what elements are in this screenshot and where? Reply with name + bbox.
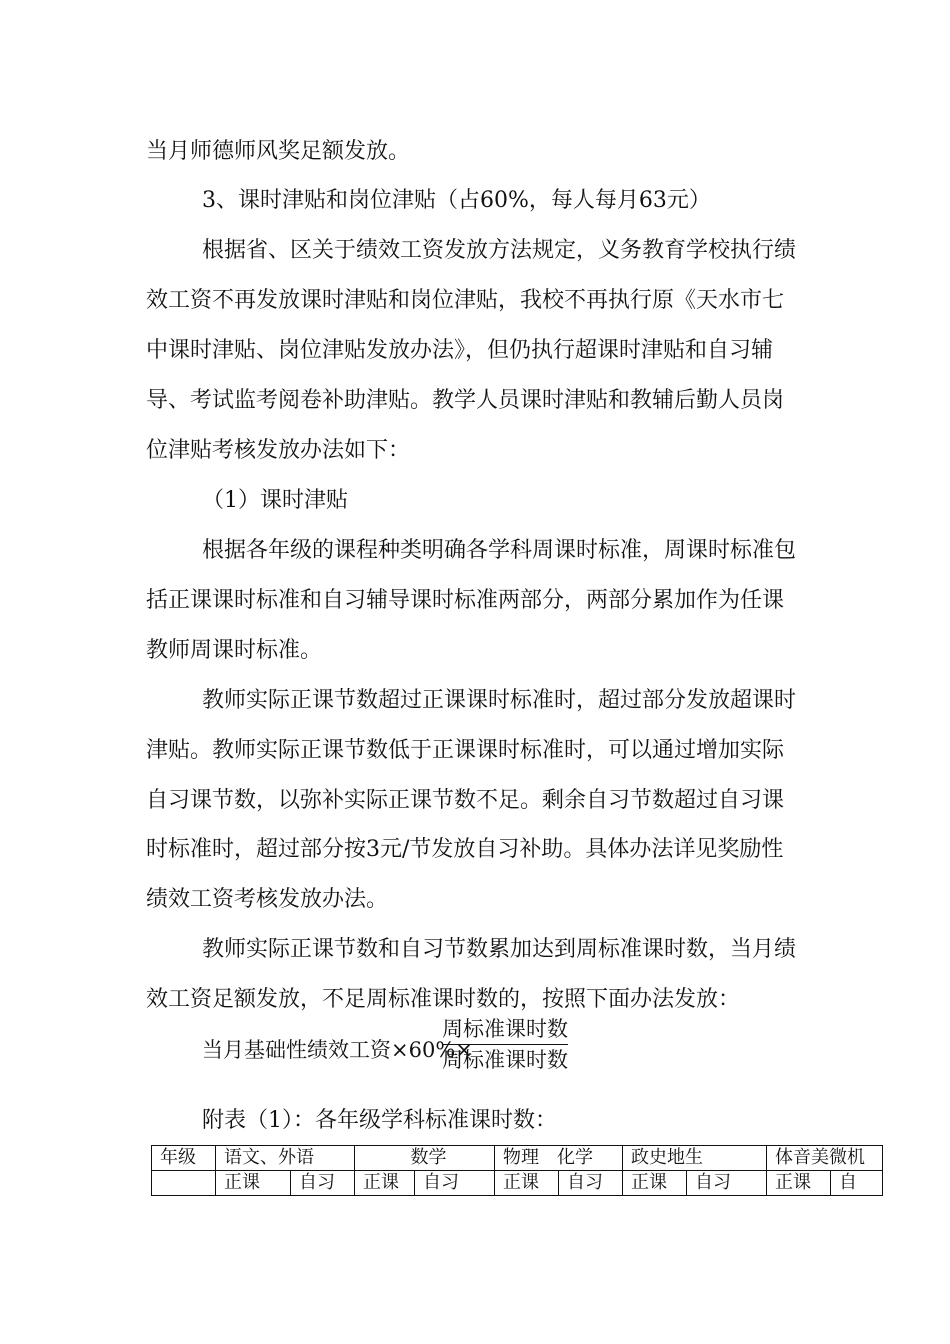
paragraph-line: 根据各年级的课程种类明确各学科周课时标准，周课时标准包 [202,538,797,563]
paragraph-line: 根据省、区关于绩效工资发放方法规定，义务教育学校执行绩 [202,238,797,263]
fraction-bar [442,1044,568,1045]
paragraph-line: 效工资不再发放课时津贴和岗位津贴，我校不再执行原《天水市七 [146,288,785,313]
table-header-cell: 政史地生 [623,1146,767,1171]
paragraph-line: 效工资足额发放，不足周标准课时数的，按照下面办法发放： [146,987,741,1012]
course-hours-table [151,1145,883,1196]
table-header-cell: 年级 [152,1146,216,1171]
formula-fraction [442,1016,568,1073]
paragraph-line: 导、考试监考阅卷补助津贴。教学人员课时津贴和教辅后勤人员岗 [146,388,785,413]
section-heading: 3、课时津贴和岗位津贴（占60%，每人每月63元） [202,188,711,213]
table-cell: 正课 [216,1171,291,1196]
paragraph-line: 绩效工资考核发放办法。 [146,887,389,912]
table-cell: 正课 [495,1171,559,1196]
paragraph-line: 位津贴考核发放办法如下： [146,438,411,463]
table-subheader-row [152,1171,883,1196]
table-cell: 自习 [415,1171,495,1196]
paragraph-line: 教师实际正课节数超过正课课时标准时，超过部分发放超课时 [202,688,797,713]
paragraph-line: 括正课课时标准和自习辅导课时标准两部分，两部分累加作为任课 [146,588,785,613]
table-cell: 自 [831,1171,883,1196]
formula-lhs: 当月基础性绩效工资×60%× [202,1038,473,1062]
paragraph-line: 自习课节数，以弥补实际正课节数不足。剩余自习节数超过自习课 [146,788,785,813]
paragraph-line: 时标准时，超过部分按3元/节发放自习补助。具体办法详见奖励性 [146,837,784,862]
formula-numerator: 周标准课时数 [442,1017,568,1041]
paragraph-line: 津贴。教师实际正课节数低于正课课时标准时，可以通过增加实际 [146,738,785,763]
paragraph-line: 当月师德师风奖足额发放。 [146,139,411,164]
subsection-heading: （1）课时津贴 [202,488,348,513]
paragraph-line: 中课时津贴、岗位津贴发放办法》，但仍执行超课时津贴和自习辅 [146,338,774,363]
table-header-cell: 语文、外语 [216,1146,355,1171]
table-header-cell: 物理 化学 [495,1146,623,1171]
table-header-row [152,1146,883,1171]
table-cell [152,1171,216,1196]
table-cell: 自习 [687,1171,767,1196]
table-cell: 正课 [355,1171,415,1196]
table-header-cell: 数学 [355,1146,495,1171]
table-cell: 正课 [767,1171,831,1196]
table-header-cell: 体音美微机 [767,1146,883,1171]
paragraph-line: 教师实际正课节数和自习节数累加达到周标准课时数，当月绩 [202,937,797,962]
formula-denominator: 周标准课时数 [442,1048,568,1072]
table-cell: 正课 [623,1171,687,1196]
table-caption: 附表（1）：各年级学科标准课时数： [202,1108,557,1133]
table-cell: 自习 [291,1171,355,1196]
paragraph-line: 教师周课时标准。 [146,638,323,663]
table-cell: 自习 [559,1171,623,1196]
